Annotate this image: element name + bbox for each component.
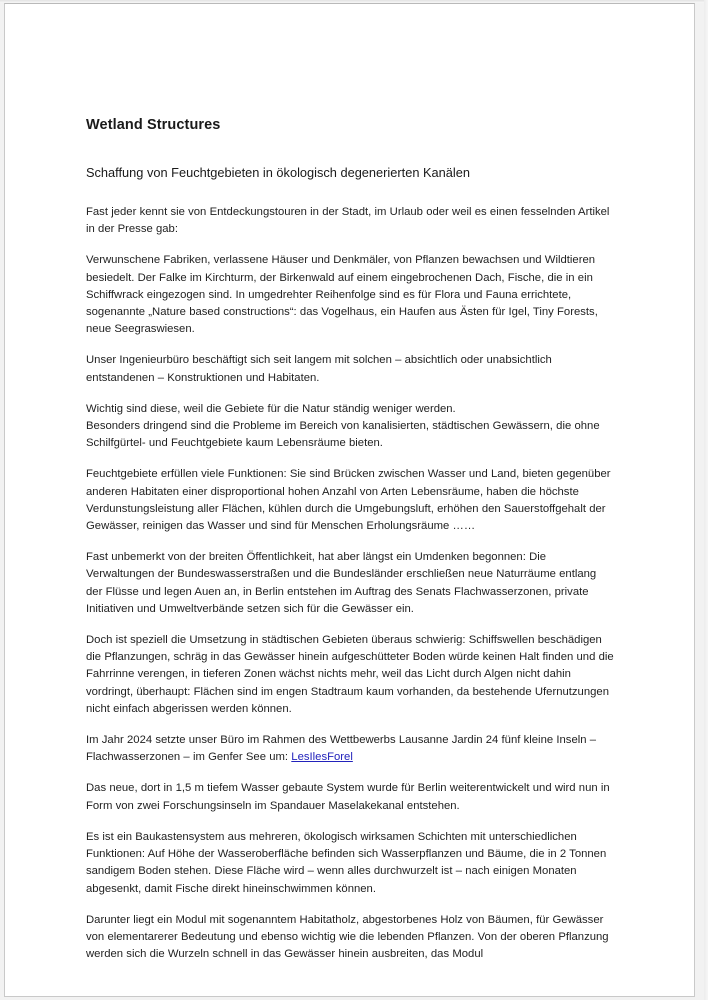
paragraph-intro: Fast jeder kennt sie von Entdeckungstouren in der Stadt, im Urlaub oder weil es einen fesselnden Artikel in der Presse gab: [86, 206, 610, 236]
paragraph-wichtig-sind-diese: Wichtig sind diese, weil die Gebiete für die Natur ständig weniger werden. Besonders dringend sind die Probleme im Bereich von kanalisierten, städtischen Gewässern, die ohne Schilfgürtel- und Feuchtgebiete kaum Lebensräume bieten. [86, 402, 600, 450]
paragraph-baukastensystem: Es ist ein Baukastensystem aus mehreren, ökologisch wirksamen Schichten mit unterschiedlichen Funktionen: Auf Höhe der Wasseroberfläche befinden sich Wasserpflanzen und Bäume, die in 2 Tonnen sandigem Boden stehen. Diese Fläche wird – wenn alles durchwurzelt ist – nach einigen Monaten abgesenkt, damit Fische direkt hineinschwimmen können. [86, 830, 607, 895]
page-title: Wetland Structures [86, 117, 221, 133]
page-right-edge [704, 0, 708, 1000]
page-subtitle: Schaffung von Feuchtgebieten in ökologisch degenerierten Kanälen [86, 165, 470, 180]
document-content [86, 116, 614, 963]
paragraph-umdenken: Fast unbemerkt von der breiten Öffentlichkeit, hat aber längst ein Umdenken begonnen: Die Verwaltungen der Bundeswasserstraßen und die Bundesländer erschließen neue Naturräume entlang der Flüsse und legen Auen an, in Berlin entstehen im Auftrag des Senats Flachwasserzonen, private Initiativen und Umweltverbände setzen sich für die Gewässer ein. [86, 551, 597, 615]
les-iles-forel-link[interactable]: LesIlesForel [291, 751, 353, 764]
paragraph-funktionen: Feuchtgebiete erfüllen viele Funktionen: Sie sind Brücken zwischen Wasser und Land, bieten gegenüber anderen Habitaten einer disproportional hohen Anzahl von Arten Lebensräume, haben die höchste Verdunstungsleistung aller Flächen, kühlen durch die Umgebungsluft, erhöhen den Sauerstoffgehalt der Gewässer, reinigen das Wasser und sind für Menschen Erholungsräume …… [86, 468, 611, 533]
paragraph-verwunschene-fabriken: Verwunschene Fabriken, verlassene Häuser und Denkmäler, von Pflanzen bewachsen und Wildtieren besiedelt. Der Falke im Kirchturm, der Birkenwald auf einem eingebrochenen Dach, Fische, die in ein Schiffwrack eingezogen sind. In umgedrehter Reihenfolge sind es für Flora und Fauna errichtete, sogenannte „Nature based constructions“: das Vogelhaus, ein Haufen aus Ästen für Igel, Tiny Forests, neue Seegraswiesen. [86, 254, 598, 336]
paragraph-ingenieurbuero: Unser Ingenieurbüro beschäftigt sich seit langem mit solchen – absichtlich oder unabsichtlich entstandenen – Konstruktionen und Habitaten. [86, 354, 552, 384]
paragraph-umsetzung-staedtisch: Doch ist speziell die Umsetzung in städtischen Gebieten überaus schwierig: Schiffswellen beschädigen die Pflanzungen, schräg in das Gewässer hinein aufgeschütteter Boden würde keinen Halt finden und die Fahrrinne verengen, in tieferen Zonen wächst nichts mehr, weil das Licht durch Algen nicht dahin vordringt, überhaupt: Flächen sind im engen Stadtraum kaum vorhanden, da bestehende Ufernutzungen nicht einfach abgerissen werden können. [86, 634, 614, 715]
paragraph-habitatholz: Darunter liegt ein Modul mit sogenanntem Habitatholz, abgestorbenes Holz von Bäumen, für Gewässer von elementarerer Bedeutung und ebenso wichtig wie die lebenden Pflanzen. Von der oberen Pflanzung werden sich die Wurzeln schnell in das Gewässer hinein ausbreiten, das Modul [86, 913, 609, 961]
paragraph-lausanne-jardin [86, 732, 614, 766]
document-page [4, 3, 695, 997]
paragraph-system-berlin: Das neue, dort in 1,5 m tiefem Wasser gebaute System wurde für Berlin weiterentwickelt und wird nun in Form von zwei Forschungsinseln im Spandauer Maselakekanal entstehen. [86, 782, 610, 812]
paragraph-lausanne-text-before: Im Jahr 2024 setzte unser Büro im Rahmen des Wettbewerbs Lausanne Jardin 24 fünf kleine Inseln – Flachwasserzonen – im Genfer See um: [86, 734, 597, 764]
